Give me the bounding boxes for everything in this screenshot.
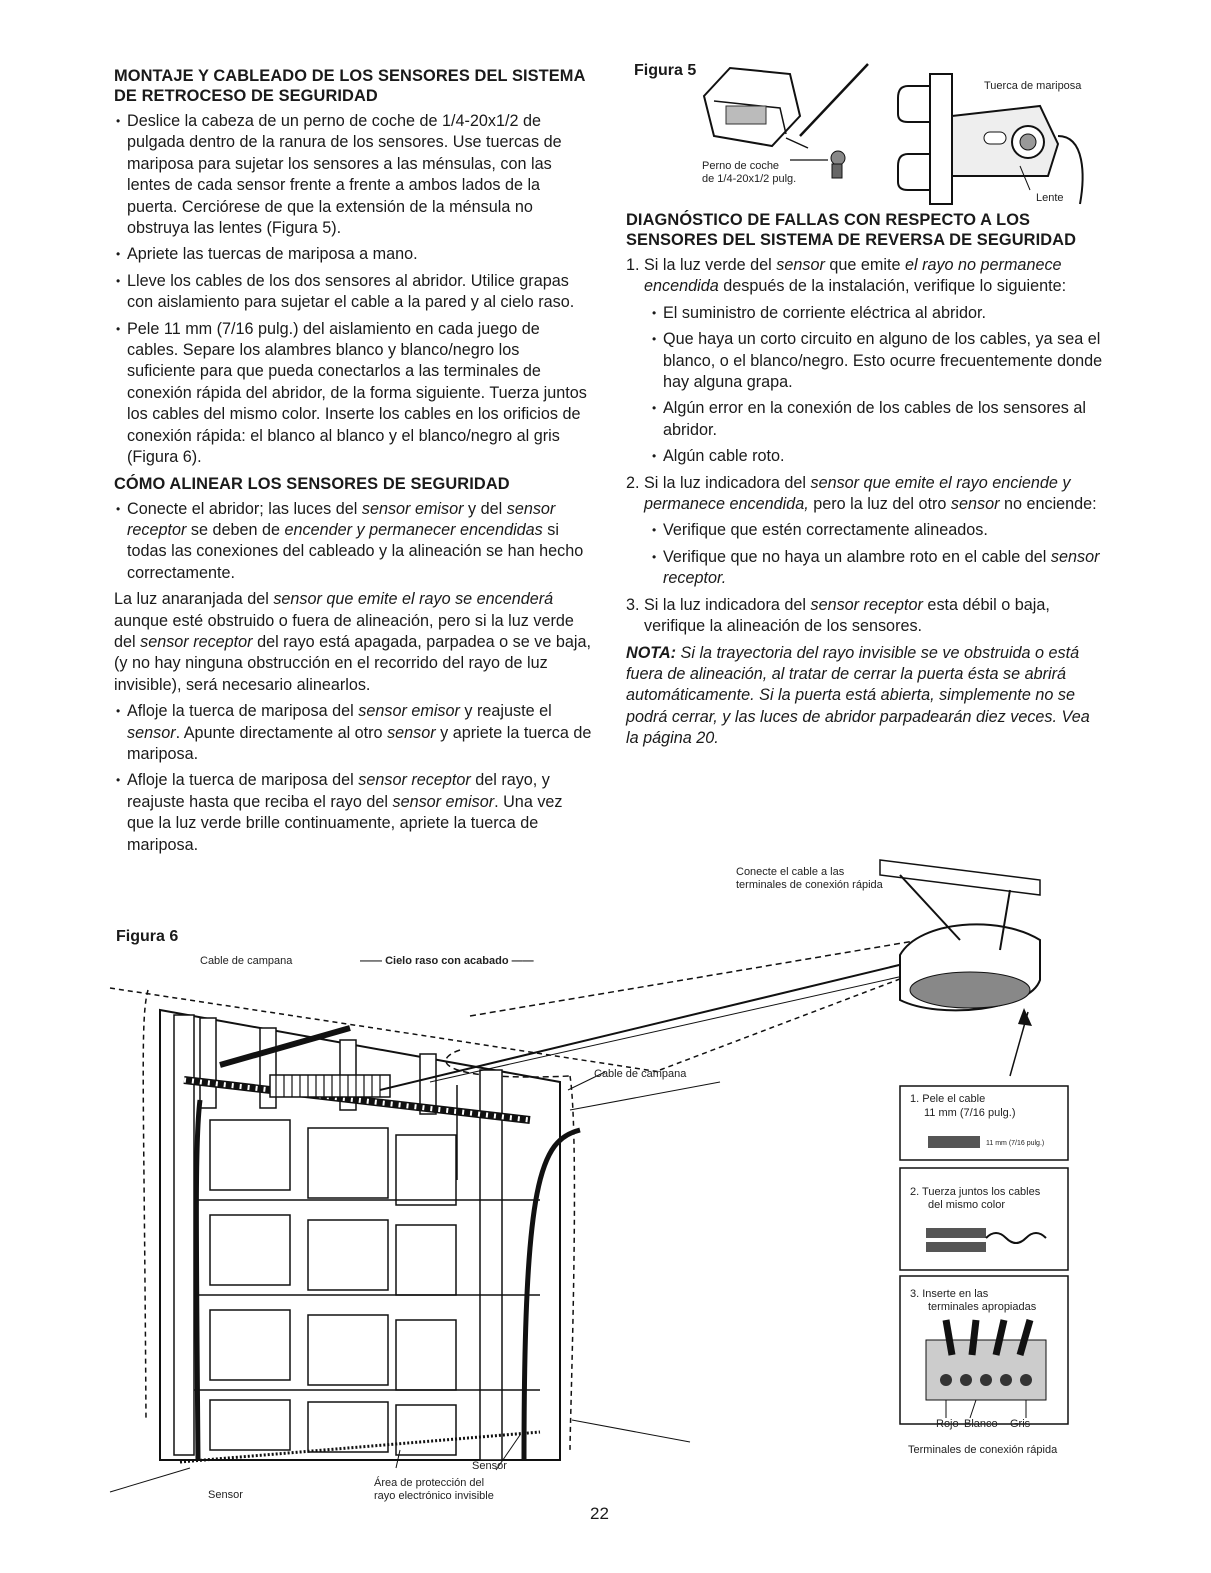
right-column (626, 210, 1104, 755)
step-2-box (900, 1168, 1068, 1270)
list-item: • Afloje la tuerca de mariposa del sensor receptor del rayo, y reajuste hasta que reciba el rayo del sensor emisor. Una vez que la luz verde brille continuamente, apriete la tuerca de mariposa. (114, 770, 592, 856)
step-3-text-2: terminales apropiadas (928, 1301, 1037, 1313)
heading-troubleshooting: DIAGNÓSTICO DE FALLAS CON RESPECTO A LOS SENSORES DEL SISTEMA DE REVERSA DE SEGURIDAD (626, 211, 1077, 249)
troubleshoot-list (626, 255, 1104, 638)
install-list (114, 111, 592, 469)
bolt-label-2: de 1/4-20x1/2 pulg. (702, 173, 797, 185)
step-2-text-2: del mismo color (928, 1199, 1006, 1211)
list-item: • El suministro de corriente eléctrica al abridor. (650, 303, 1104, 324)
sensor-left-label: Sensor (208, 1489, 243, 1501)
area-label-2: rayo electrónico invisible (374, 1490, 494, 1502)
list-item: • Afloje la tuerca de mariposa del sensor emisor y reajuste el sensor. Apunte directamente al otro sensor y apriete la tuerca de mariposa. (114, 701, 592, 765)
page-number: 22 (590, 1504, 609, 1523)
list-item: • Apriete las tuercas de mariposa a mano. (114, 244, 592, 265)
step-2-text-1: 2. Tuerza juntos los cables (910, 1186, 1041, 1198)
connect-label-1: Conecte el cable a las (736, 866, 845, 878)
lens-label: Lente (1036, 192, 1064, 204)
heading-sensor-align: CÓMO ALINEAR LOS SENSORES DE SEGURIDAD (114, 474, 510, 493)
wing-nut-label: Tuerca de mariposa (984, 80, 1082, 92)
heading-sensor-install: MONTAJE Y CABLEADO DE LOS SENSORES DEL SISTEMA DE RETROCESO DE SEGURIDAD (114, 67, 585, 105)
bell-wire-label-2: Cable de campana (594, 1068, 687, 1080)
list-item: 2. Si la luz indicadora del sensor que emite el rayo enciende y permanece encendida, pero la luz del otro sensor no enciende: • Verifique que estén correctamente alineados. • Verifique que no haya un alambre roto en el cable del sensor receptor. (626, 473, 1104, 590)
list-item: • Algún cable roto. (650, 446, 1104, 467)
carriage-bolt-icon (790, 151, 845, 178)
list-item: • Deslice la cabeza de un perno de coche de 1/4-20x1/2 de pulgada dentro de la ranura de los sensores. Use tuercas de mariposa para sujetar los sensores a las ménsulas, con las lentes de cada sensor frente a frente a ambos lados de la puerta. Cerciórese de que la extensión de la ménsula no obstruya las lentes (Figura 5). (114, 111, 592, 239)
terminal-red-label: Rojo (936, 1418, 959, 1430)
terminal-white-label: Blanco (964, 1418, 998, 1430)
ceiling-label: —— Cielo raso con acabado —— (360, 955, 534, 967)
sensor-right-label: Sensor (472, 1460, 507, 1472)
step-1-measure: 11 mm (7/16 pulg.) (924, 1107, 1016, 1119)
align-list (114, 499, 592, 585)
step-3-text-1: 3. Inserte en las (910, 1288, 989, 1300)
list-item: • Algún error en la conexión de los cables de los sensores al abridor. (650, 398, 1104, 441)
list-item: • Verifique que no haya un alambre roto en el cable del sensor receptor. (650, 547, 1104, 590)
bolt-label-1: Perno de coche (702, 160, 780, 172)
figure-5-label: Figura 5 (634, 62, 697, 79)
figure-6-label: Figura 6 (116, 928, 179, 945)
figure-6-illustration (100, 820, 1100, 1510)
connect-label-2: terminales de conexión rápida (736, 879, 883, 891)
list-item: • Conecte el abridor; las luces del sensor emisor y del sensor receptor se deben de encender y permanecer encendidas si todas las conexiones del cableado y la alineación se han hecho correctamente. (114, 499, 592, 585)
list-item: 1. Si la luz verde del sensor que emite el rayo no permanece encendida después de la instalación, verifique lo siguiente: • El suministro de corriente eléctrica al abridor. • Que haya un corto circuito en alguno de los cables, ya sea el blanco, o el blanco/negro. Esto ocurre frecuentemente donde hay alguna grapa. • Algún error en la conexión de los cables de los sensores al abridor. • Algún cable roto. (626, 255, 1104, 468)
terminals-caption: Terminales de conexión rápida (908, 1444, 1058, 1456)
note: NOTA: Si la trayectoria del rayo invisible se ve obstruida o está fuera de alineación, al tratar de cerrar la puerta ésta se abrirá automáticamente. Si la puerta está abierta, simplemente no se podrá cerrar, y las luces de abridor parpadearán diez veces. Vea la página 20. (626, 643, 1090, 748)
list-item: • Verifique que estén correctamente alineados. (650, 520, 1104, 541)
list-item: • Pele 11 mm (7/16 pulg.) del aislamiento en cada juego de cables. Separe los alambres blanco y blanco/negro los suficiente para que pueda conectarlos a las terminales de conexión rápida del abridor, de la forma siguiente. Tuerza juntos los cables del mismo color. Inserte los cables en los orificios de conexión rápida: el blanco al blanco y el blanco/negro al gris (Figura 6). (114, 319, 592, 469)
left-column (114, 66, 592, 861)
list-item: 3. Si la luz indicadora del sensor receptor esta débil o baja, verifique la alineación de los sensores. (626, 595, 1104, 638)
terminal-gray-label: Gris (1010, 1418, 1031, 1430)
align-paragraph: La luz anaranjada del sensor que emite el rayo se encenderá aunque esté obstruido o fuera de alineación, pero si la luz verde del sensor receptor del rayo está apagada, parpadea o se ve baja, (y no hay ninguna obstrucción en el recorrido del rayo de luz invisible), será necesario alinearlos. (114, 590, 591, 694)
step-1-measure-small: 11 mm (7/16 pulg.) (986, 1140, 1045, 1147)
list-item: • Lleve los cables de los dos sensores al abridor. Utilice grapas con aislamiento para sujetar el cable a la pared y al cielo raso. (114, 271, 592, 314)
bell-wire-label: Cable de campana (200, 955, 293, 967)
step-1-text: 1. Pele el cable (910, 1093, 986, 1105)
list-item: • Que haya un corto circuito en alguno de los cables, ya sea el blanco, o el blanco/negro. Esto ocurre frecuentemente donde hay alguna grapa. (650, 329, 1104, 393)
area-label-1: Área de protección del (374, 1477, 485, 1489)
